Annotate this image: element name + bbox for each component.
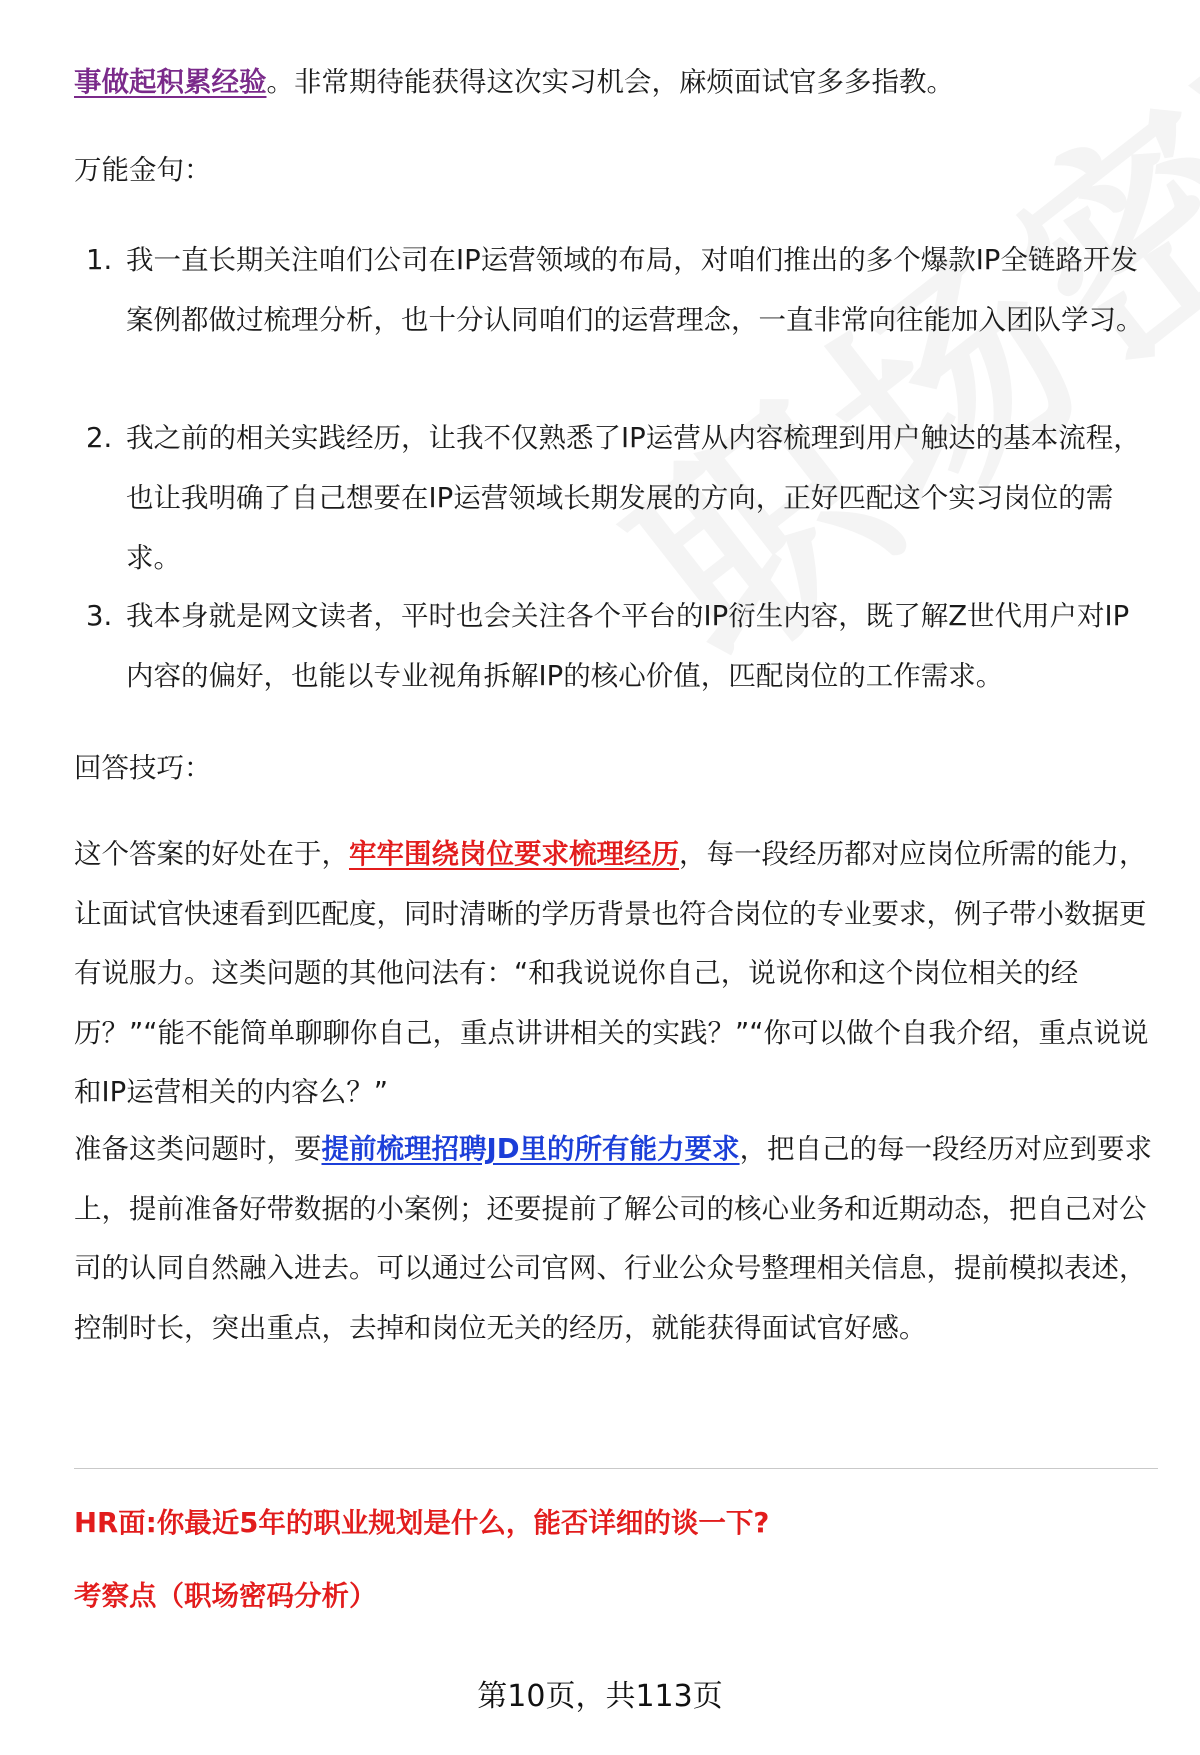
tips-p1-highlight: 牢牢围绕岗位要求梳理经历 <box>349 838 679 870</box>
intro-rest: 。非常期待能获得这次实习机会，麻烦面试官多多指教。 <box>266 66 954 98</box>
golden-item-3-text: 我本身就是网文读者，平时也会关注各个平台的IP衍生内容，既了解Z世代用户对IP内容的偏好，也能以专业视角拆解IP的核心价值，匹配岗位的工作需求。 <box>126 600 1130 692</box>
golden-item-2-number: 2. <box>86 422 113 454</box>
tips-p2-highlight: 提前梳理招聘JD里的所有能力要求 <box>321 1133 740 1165</box>
analysis-subheading: 考察点（职场密码分析） <box>74 1580 377 1612</box>
section-divider <box>74 1468 1158 1469</box>
tips-paragraph-2 <box>74 1120 1159 1358</box>
tips-p2-pre: 准备这类问题时，要 <box>74 1133 322 1165</box>
page-number: 第10页，共113页 <box>477 1679 723 1714</box>
tips-p1-post: ，每一段经历都对应岗位所需的能力，让面试官快速看到匹配度，同时清晰的学历背景也符合岗位的专业要求，例子带小数据更有说服力。这类问题的其他问法有：“和我说说你自己，说说你和这个岗位相关的经历？”“能不能简单聊聊你自己，重点讲讲相关的实践？”“你可以做个自我介绍，重点说说和IP运营相关的内容么？” <box>74 838 1149 1108</box>
tips-p1-pre: 这个答案的好处在于， <box>74 838 349 870</box>
intro-line <box>74 62 954 102</box>
tips-label: 回答技巧： <box>74 752 212 784</box>
intro-highlight: 事做起积累经验 <box>74 66 267 98</box>
golden-item-1-number: 1. <box>86 244 113 276</box>
golden-item-1-text: 我一直长期关注咱们公司在IP运营领域的布局，对咱们推出的多个爆款IP全链路开发案例都做过梳理分析，也十分认同咱们的运营理念，一直非常向往能加入团队学习。 <box>126 244 1144 336</box>
hr-question-heading: HR面:你最近5年的职业规划是什么，能否详细的谈一下? <box>74 1507 770 1539</box>
golden-item-3-number: 3. <box>86 600 113 632</box>
tips-paragraph-1 <box>74 825 1159 1123</box>
golden-item-2-text: 我之前的相关实践经历，让我不仅熟悉了IP运营从内容梳理到用户触达的基本流程，也让我明确了自己想要在IP运营领域长期发展的方向，正好匹配这个实习岗位的需求。 <box>126 422 1141 574</box>
golden-label: 万能金句： <box>74 154 212 186</box>
tips-p2-post: ，把自己的每一段经历对应到要求上，提前准备好带数据的小案例；还要提前了解公司的核心业务和近期动态，把自己对公司的认同自然融入进去。可以通过公司官网、行业公众号整理相关信息，提前模拟表述，控制时长，突出重点，去掉和岗位无关的经历，就能获得面试官好感。 <box>74 1133 1153 1344</box>
